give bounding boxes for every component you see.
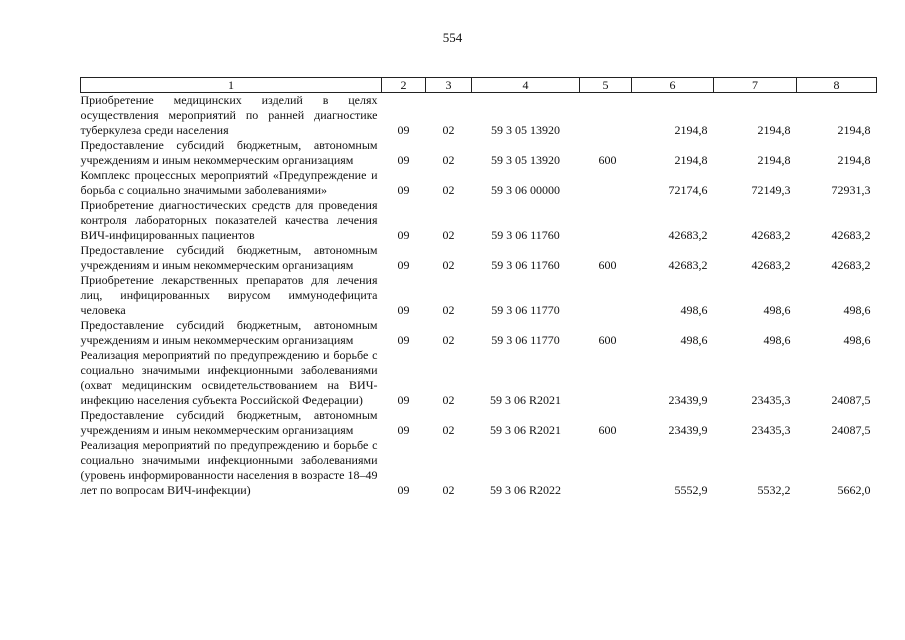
column-header: 8 <box>797 78 877 93</box>
section-code: 09 <box>397 333 410 347</box>
amount-year-3: 42683,2 <box>831 228 871 242</box>
table-row <box>81 93 877 139</box>
expense-type-code: 600 <box>598 333 617 347</box>
row-name: Предоставление субсидий бюджетным, автономным учреждениям и иным некоммерческим организациям <box>80 318 378 347</box>
table-row <box>81 198 877 243</box>
table-row <box>81 348 877 408</box>
column-header: 2 <box>382 78 426 93</box>
amount-year-2: 42683,2 <box>751 228 791 242</box>
target-article-code: 59 3 06 R2021 <box>489 423 561 437</box>
subsection-code: 02 <box>442 123 455 137</box>
subsection-code: 02 <box>442 228 455 242</box>
column-header: 5 <box>580 78 632 93</box>
amount-year-2: 23435,3 <box>751 393 791 407</box>
section-code: 09 <box>397 423 410 437</box>
row-name: Комплекс процессных мероприятий «Предупреждение и борьба с социально значимыми заболеваниями» <box>80 168 378 197</box>
section-code: 09 <box>397 303 410 317</box>
amount-year-1: 498,6 <box>680 333 708 347</box>
target-article-code: 59 3 06 11770 <box>491 303 560 317</box>
expense-type-code <box>580 273 632 318</box>
amount-year-3: 498,6 <box>843 333 871 347</box>
subsection-code: 02 <box>442 393 455 407</box>
amount-year-2: 2194,8 <box>757 123 791 137</box>
section-code: 09 <box>397 393 410 407</box>
subsection-code: 02 <box>442 333 455 347</box>
section-code: 09 <box>397 123 410 137</box>
expense-type-code <box>580 198 632 243</box>
amount-year-2: 72149,3 <box>751 183 791 197</box>
expense-type-code: 600 <box>598 258 617 272</box>
amount-year-2: 2194,8 <box>757 153 791 167</box>
subsection-code: 02 <box>442 258 455 272</box>
amount-year-3: 24087,5 <box>831 423 871 437</box>
table-row <box>81 438 877 498</box>
column-header: 3 <box>426 78 472 93</box>
target-article-code: 59 3 06 00000 <box>491 183 560 197</box>
amount-year-3: 2194,8 <box>837 153 871 167</box>
subsection-code: 02 <box>442 303 455 317</box>
row-name: Реализация мероприятий по предупреждению и борьбе с социально значимыми инфекционными заболеваниями (охват медицинским освидетельствованием на ВИЧ-инфекцию населения субъекта Российской Федерации) <box>80 348 378 407</box>
section-code: 09 <box>397 228 410 242</box>
target-article-code: 59 3 06 11760 <box>491 228 560 242</box>
amount-year-3: 24087,5 <box>831 393 871 407</box>
target-article-code: 59 3 05 13920 <box>491 123 560 137</box>
target-article-code: 59 3 06 R2022 <box>489 483 561 497</box>
expense-type-code <box>580 438 632 498</box>
amount-year-1: 23439,9 <box>668 393 708 407</box>
table-row <box>81 318 877 348</box>
row-name: Предоставление субсидий бюджетным, автономным учреждениям и иным некоммерческим организациям <box>80 408 378 437</box>
target-article-code: 59 3 05 13920 <box>491 153 560 167</box>
amount-year-3: 42683,2 <box>831 258 871 272</box>
table-row <box>81 243 877 273</box>
amount-year-3: 2194,8 <box>837 123 871 137</box>
row-name: Предоставление субсидий бюджетным, автономным учреждениям и иным некоммерческим организациям <box>80 138 378 167</box>
amount-year-2: 5532,2 <box>757 483 791 497</box>
amount-year-1: 5552,9 <box>674 483 708 497</box>
row-name: Приобретение лекарственных препаратов для лечения лиц, инфицированных вирусом иммунодефицита человека <box>80 273 378 317</box>
row-name: Приобретение диагностических средств для проведения контроля лабораторных показателей качества лечения ВИЧ-инфицированных пациентов <box>80 198 378 242</box>
expense-type-code <box>580 168 632 198</box>
table-row <box>81 138 877 168</box>
subsection-code: 02 <box>442 483 455 497</box>
subsection-code: 02 <box>442 423 455 437</box>
table-row <box>81 408 877 438</box>
amount-year-1: 2194,8 <box>674 123 708 137</box>
budget-table <box>80 77 877 498</box>
amount-year-1: 42683,2 <box>668 258 708 272</box>
section-code: 09 <box>397 258 410 272</box>
target-article-code: 59 3 06 R2021 <box>489 393 561 407</box>
expense-type-code <box>580 348 632 408</box>
section-code: 09 <box>397 183 410 197</box>
amount-year-3: 5662,0 <box>837 483 871 497</box>
table-row <box>81 273 877 318</box>
amount-year-1: 2194,8 <box>674 153 708 167</box>
amount-year-1: 498,6 <box>680 303 708 317</box>
amount-year-1: 23439,9 <box>668 423 708 437</box>
amount-year-2: 498,6 <box>763 333 791 347</box>
column-header: 6 <box>632 78 714 93</box>
target-article-code: 59 3 06 11760 <box>491 258 560 272</box>
amount-year-3: 72931,3 <box>831 183 871 197</box>
row-name: Предоставление субсидий бюджетным, автономным учреждениям и иным некоммерческим организациям <box>80 243 378 272</box>
expense-type-code <box>580 93 632 139</box>
page-number: 554 <box>442 30 463 45</box>
subsection-code: 02 <box>442 153 455 167</box>
expense-type-code: 600 <box>598 423 617 437</box>
column-header: 7 <box>714 78 797 93</box>
section-code: 09 <box>397 483 410 497</box>
amount-year-2: 42683,2 <box>751 258 791 272</box>
column-header: 4 <box>472 78 580 93</box>
amount-year-3: 498,6 <box>843 303 871 317</box>
amount-year-1: 42683,2 <box>668 228 708 242</box>
header-row <box>81 78 877 93</box>
amount-year-1: 72174,6 <box>668 183 708 197</box>
subsection-code: 02 <box>442 183 455 197</box>
row-name: Приобретение медицинских изделий в целях осуществления мероприятий по ранней диагностике туберкулеза среди населения <box>80 93 378 137</box>
target-article-code: 59 3 06 11770 <box>491 333 560 347</box>
table-row <box>81 168 877 198</box>
amount-year-2: 498,6 <box>763 303 791 317</box>
amount-year-2: 23435,3 <box>751 423 791 437</box>
column-header: 1 <box>81 78 382 93</box>
row-name: Реализация мероприятий по предупреждению и борьбе с социально значимыми инфекционными заболеваниями (уровень информированности населения в возрасте 18–49 лет по вопросам ВИЧ-инфекции) <box>80 438 378 497</box>
expense-type-code: 600 <box>598 153 617 167</box>
section-code: 09 <box>397 153 410 167</box>
